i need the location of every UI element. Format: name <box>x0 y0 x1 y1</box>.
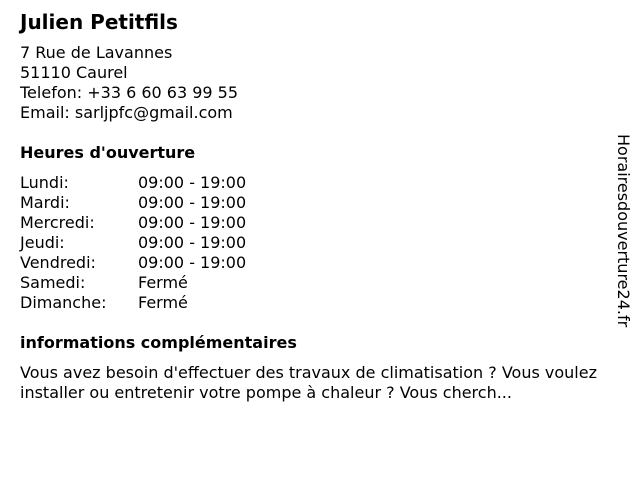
hours-row-thursday <box>20 233 610 253</box>
day-label: Dimanche: <box>20 293 107 312</box>
hours-row-saturday <box>20 273 610 293</box>
day-label: Lundi: <box>20 173 69 192</box>
street-address: 7 Rue de Lavannes <box>20 43 173 62</box>
day-label: Samedi: <box>20 273 86 292</box>
day-label: Mardi: <box>20 193 70 212</box>
time-value: 09:00 - 19:00 <box>138 213 247 232</box>
day-label: Vendredi: <box>20 253 96 272</box>
hours-row-friday <box>20 253 610 273</box>
city-postcode: 51110 Caurel <box>20 63 128 82</box>
time-value: 09:00 - 19:00 <box>138 253 247 272</box>
business-name: Julien Petitfils <box>20 10 178 34</box>
time-value: 09:00 - 19:00 <box>138 233 247 252</box>
additional-info-heading: informations complémentaires <box>20 333 297 352</box>
site-watermark: Horairesdouverture24.fr <box>614 134 633 328</box>
business-card <box>20 9 610 403</box>
day-label: Mercredi: <box>20 213 95 232</box>
hours-row-tuesday <box>20 193 610 213</box>
opening-hours-table <box>20 173 610 313</box>
additional-info-text: Vous avez besoin d'effectuer des travaux de climatisation ? Vous voulez installer ou entretenir votre pompe à chaleur ? Vous cherch... <box>20 363 597 402</box>
email-address: Email: sarljpfc@gmail.com <box>20 103 233 122</box>
contact-block <box>20 43 610 123</box>
time-value: 09:00 - 19:00 <box>138 173 247 192</box>
hours-row-monday <box>20 173 610 193</box>
time-value: Fermé <box>138 273 188 292</box>
hours-row-sunday <box>20 293 610 313</box>
phone-number: Telefon: +33 6 60 63 99 55 <box>20 83 239 102</box>
opening-hours-heading: Heures d'ouverture <box>20 143 196 162</box>
hours-row-wednesday <box>20 213 610 233</box>
day-label: Jeudi: <box>20 233 65 252</box>
time-value: Fermé <box>138 293 188 312</box>
time-value: 09:00 - 19:00 <box>138 193 247 212</box>
